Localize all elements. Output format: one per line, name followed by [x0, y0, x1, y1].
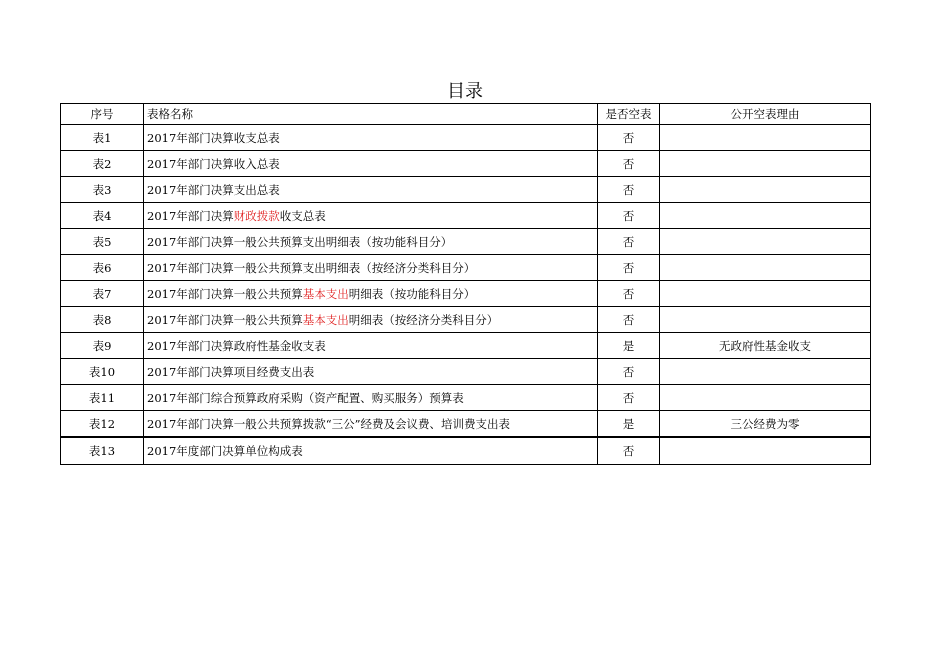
row-serial-number: 表4 — [61, 203, 144, 229]
header-empty-reason: 公开空表理由 — [660, 104, 871, 125]
header-serial-number: 序号 — [61, 104, 144, 125]
name-segment: 明细表（按经济分类科目分） — [348, 312, 499, 327]
row-empty-reason — [660, 359, 871, 385]
row-serial-number: 表5 — [61, 229, 144, 255]
row-table-name — [144, 125, 598, 151]
row-is-empty: 否 — [598, 255, 660, 281]
name-segment: 2017年部门综合预算政府采购（资产配置、购买服务）预算表 — [147, 390, 464, 405]
header-is-empty: 是否空表 — [598, 104, 660, 125]
row-is-empty: 否 — [598, 229, 660, 255]
row-is-empty: 否 — [598, 151, 660, 177]
table-row — [61, 151, 871, 177]
row-serial-number: 表7 — [61, 281, 144, 307]
table-row — [61, 203, 871, 229]
table-body — [61, 125, 871, 465]
row-table-name — [144, 255, 598, 281]
row-serial-number: 表1 — [61, 125, 144, 151]
highlighted-name-segment: 财政拨款 — [233, 208, 280, 223]
name-segment: 2017年部门决算 — [147, 208, 234, 223]
row-empty-reason — [660, 281, 871, 307]
row-empty-reason — [660, 125, 871, 151]
row-serial-number: 表13 — [61, 437, 144, 465]
name-segment: 2017年部门决算一般公共预算支出明细表（按功能科目分） — [147, 234, 453, 249]
row-empty-reason — [660, 229, 871, 255]
row-empty-reason: 无政府性基金收支 — [660, 333, 871, 359]
row-empty-reason — [660, 151, 871, 177]
table-row — [61, 255, 871, 281]
row-serial-number: 表9 — [61, 333, 144, 359]
row-is-empty: 是 — [598, 411, 660, 438]
table-row — [61, 385, 871, 411]
row-empty-reason — [660, 255, 871, 281]
row-is-empty: 否 — [598, 203, 660, 229]
row-serial-number: 表3 — [61, 177, 144, 203]
highlighted-name-segment: 基本支出 — [302, 286, 349, 301]
row-table-name — [144, 151, 598, 177]
name-segment: 2017年部门决算收入总表 — [147, 156, 280, 171]
row-table-name — [144, 203, 598, 229]
row-serial-number: 表10 — [61, 359, 144, 385]
table-row — [61, 281, 871, 307]
name-segment: 2017年部门决算一般公共预算支出明细表（按经济分类科目分） — [147, 260, 476, 275]
name-segment: 收支总表 — [279, 208, 326, 223]
table-row — [61, 359, 871, 385]
row-empty-reason — [660, 385, 871, 411]
highlighted-name-segment: 基本支出 — [302, 312, 349, 327]
row-table-name — [144, 411, 598, 438]
name-segment: 2017年部门决算政府性基金收支表 — [147, 338, 326, 353]
name-segment: 2017年部门决算一般公共预算 — [147, 312, 303, 327]
name-segment: 2017年部门决算一般公共预算 — [147, 286, 303, 301]
table-row — [61, 411, 871, 438]
name-segment: 2017年部门决算一般公共预算拨款“三公”经费及会议费、培训费支出表 — [147, 416, 511, 431]
row-is-empty: 否 — [598, 177, 660, 203]
row-is-empty: 否 — [598, 125, 660, 151]
row-is-empty: 否 — [598, 385, 660, 411]
row-table-name — [144, 385, 598, 411]
name-segment: 2017年部门决算支出总表 — [147, 182, 280, 197]
table-row — [61, 177, 871, 203]
name-segment: 2017年度部门决算单位构成表 — [147, 444, 303, 458]
table-row — [61, 125, 871, 151]
directory-table — [60, 103, 871, 465]
table-row — [61, 437, 871, 465]
name-segment: 2017年部门决算收支总表 — [147, 130, 280, 145]
name-segment: 2017年部门决算项目经费支出表 — [147, 364, 315, 379]
row-is-empty: 否 — [598, 359, 660, 385]
header-table-name: 表格名称 — [144, 104, 598, 125]
row-empty-reason — [660, 307, 871, 333]
row-empty-reason: 三公经费为零 — [660, 411, 871, 438]
table-row — [61, 229, 871, 255]
row-table-name — [144, 359, 598, 385]
row-table-name — [144, 333, 598, 359]
row-table-name — [144, 177, 598, 203]
row-serial-number: 表8 — [61, 307, 144, 333]
table-row — [61, 307, 871, 333]
row-serial-number: 表12 — [61, 411, 144, 438]
page-title: 目录 — [447, 81, 483, 102]
row-is-empty: 是 — [598, 333, 660, 359]
row-table-name — [144, 307, 598, 333]
row-serial-number: 表6 — [61, 255, 144, 281]
row-is-empty: 否 — [598, 281, 660, 307]
row-table-name — [144, 229, 598, 255]
row-is-empty: 否 — [598, 437, 660, 465]
row-table-name — [144, 437, 598, 465]
row-is-empty: 否 — [598, 307, 660, 333]
row-empty-reason — [660, 437, 871, 465]
row-empty-reason — [660, 177, 871, 203]
table-header-row — [61, 104, 871, 125]
row-serial-number: 表2 — [61, 151, 144, 177]
row-table-name — [144, 281, 598, 307]
row-empty-reason — [660, 203, 871, 229]
name-segment: 明细表（按功能科目分） — [348, 286, 476, 301]
table-row — [61, 333, 871, 359]
row-serial-number: 表11 — [61, 385, 144, 411]
